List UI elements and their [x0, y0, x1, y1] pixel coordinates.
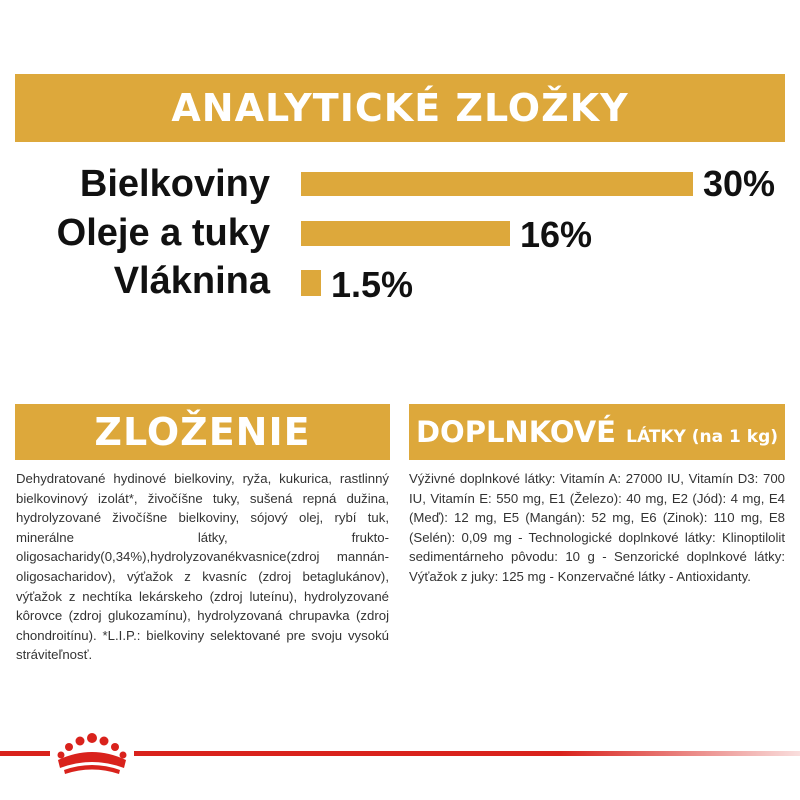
nutrient-value-protein: 30% [703, 163, 776, 204]
composition-title: ZLOŽENIE [94, 410, 311, 454]
nutrient-label-fat: Oleje a tuky [56, 212, 270, 254]
nutrient-bar-fiber [301, 270, 321, 296]
additives-header [409, 404, 785, 460]
nutrient-value-fat: 16% [520, 214, 593, 255]
nutrient-label-fiber: Vláknina [113, 260, 270, 302]
nutrient-label-protein: Bielkoviny [79, 163, 270, 205]
brand-logo [50, 730, 134, 776]
additives-title [416, 415, 778, 449]
analytics-banner [15, 74, 785, 142]
crown-icon [50, 730, 134, 776]
additives-title-main: DOPLNKOVÉ [415, 415, 616, 449]
additives-text: Výživné doplnkové látky: Vitamín A: 27000 IU, Vitamín D3: 700 IU, Vitamín E: 550 mg, E1 (Železo): 40 mg, E2 (Jód): 4 mg, E4 (Meď): 12 mg, E5 (Mangán): 52 mg, E6 (Zinok): 110 mg, E8 (Selén): 0,09 mg - Technologické doplnkové látky: Klinoptilolit sedimentárneho pôvodu: 10 g - Senzorické doplnkové látky: Výťažok z juky: 125 mg - Konzervačné látky - Antioxidanty. [409, 471, 785, 584]
composition-text: Dehydratované hydinové bielkoviny, ryža, kukurica, rastlinný bielkovinový izolát*, živočíšne tuky, sušená repná dužina, hydrolyzované živočíšne bielkoviny, sójový olej, rybí tuk, minerálne látky, frukto-oligosacharidy(0,34%),hydrolyzovanékvasnice(zdroj mannán-oligosacharidov), výťažok z kvasníc (zdroj betaglukánov), výťažok z nechtíka lekárskeho (zdroj luteínu), hydrolyzované kôrovce (zdroj glukozamínu), hydrolyzovaná chrupavka (zdroj chondroitínu). *L.I.P.: bielkoviny selektované pre svoju vysokú stráviteľnosť. [16, 471, 389, 663]
composition-header [15, 404, 390, 460]
nutrient-bar-fat [301, 221, 510, 246]
nutrient-value-fiber: 1.5% [331, 264, 414, 305]
additives-title-sub: LÁTKY (na 1 kg) [626, 427, 779, 447]
nutrient-bar-protein [301, 172, 693, 196]
analytics-title: ANALYTICKÉ ZLOŽKY [171, 86, 629, 130]
